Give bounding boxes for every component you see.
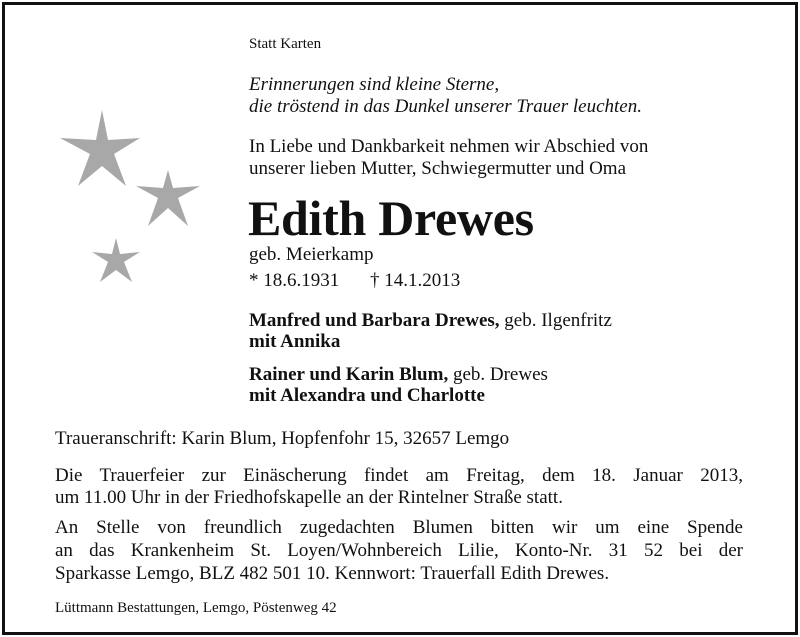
poem-line-2: die tröstend in das Dunkel unserer Trauer leuchten. [249, 96, 642, 117]
mourning-address: Traueranschrift: Karin Blum, Hopfenfohr 15, 32657 Lemgo [55, 428, 510, 449]
intro-line-1: In Liebe und Dankbarkeit nehmen wir Abschied von [249, 136, 649, 157]
deceased-name: Edith Drewes [248, 190, 534, 246]
poem-line-1: Erinnerungen sind kleine Sterne, [249, 74, 500, 95]
mourner-1 [249, 310, 612, 332]
funeral-home-footer: Lüttmann Bestattungen, Lemgo, Pöstenweg 42 [55, 600, 337, 616]
statt-karten: Statt Karten [249, 36, 322, 52]
donation-line-2: an das Krankenheim St. Loyen/Wohnbereich Lilie, Konto-Nr. 31 52 bei der [55, 540, 743, 561]
mourner-2 [249, 364, 548, 386]
birth-name: geb. Meierkamp [249, 244, 374, 265]
large-star-icon [60, 110, 140, 186]
donation-line-3: Sparkasse Lemgo, BLZ 482 501 10. Kennwort: Trauerfall Edith Drewes. [55, 563, 610, 584]
death-date: † 14.1.2013 [370, 270, 461, 291]
birth-date: * 18.6.1931 [249, 270, 340, 291]
mourner-2-names: Rainer und Karin Blum, [249, 364, 449, 385]
donation-line-1: An Stelle von freundlich zugedachten Blumen bitten wir um eine Spende [55, 517, 743, 538]
mourner-2-birth: geb. Drewes [448, 364, 548, 385]
mourner-1-with: mit Annika [249, 331, 341, 352]
mourner-1-names: Manfred und Barbara Drewes, [249, 310, 500, 331]
mourner-1-birth: geb. Ilgenfritz [499, 310, 612, 331]
medium-star-icon [136, 170, 200, 226]
mourner-2-with: mit Alexandra und Charlotte [249, 385, 485, 406]
intro-line-2: unserer lieben Mutter, Schwiegermutter und Oma [249, 158, 627, 179]
ceremony-line-1: Die Trauerfeier zur Einäscherung findet am Freitag, dem 18. Januar 2013, [55, 465, 743, 486]
small-star-icon [92, 238, 140, 282]
ceremony-line-2: um 11.00 Uhr in der Friedhofskapelle an der Rintelner Straße statt. [55, 487, 563, 508]
stars-decoration [50, 110, 210, 290]
